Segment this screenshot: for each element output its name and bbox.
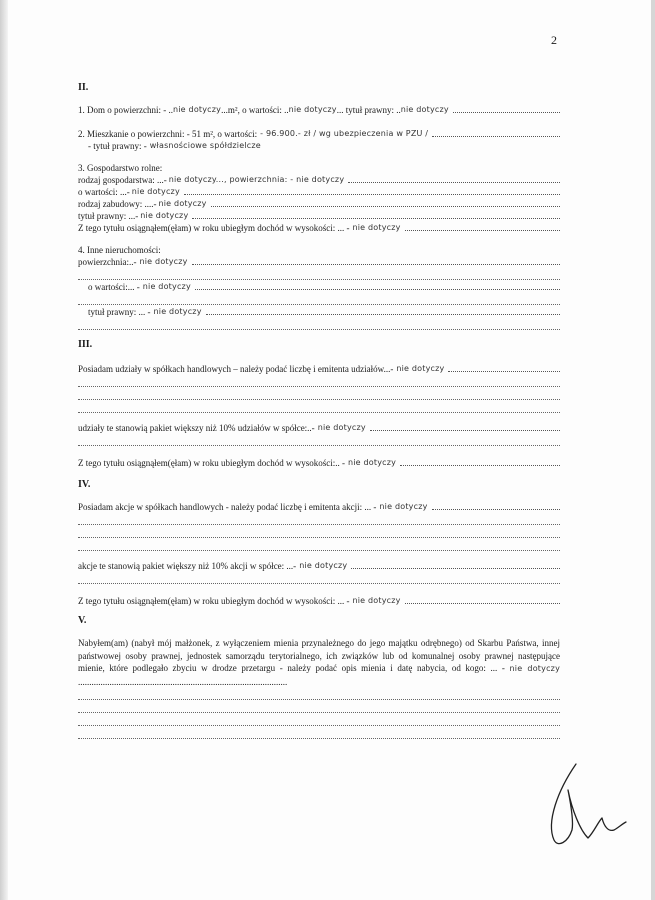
dotted-line [78, 539, 560, 551]
item2-title-row [78, 140, 560, 152]
item1-title-label: ... tytuł prawny: .. [336, 105, 401, 115]
item4-title-value: nie dotyczy [153, 307, 202, 316]
item3-title-row [78, 210, 560, 222]
dotted-fill [195, 289, 560, 290]
item1-title: nie dotyczy [400, 105, 449, 114]
item1-area: nie dotyczy [172, 105, 222, 114]
dotted-line [78, 513, 560, 525]
dotted-fill [192, 264, 560, 265]
section-v-heading: V. [78, 615, 87, 626]
item3-title-value: nie dotyczy [140, 211, 189, 220]
dotted-fill [448, 371, 560, 372]
dotted-line [78, 701, 560, 713]
item4-heading: 4. Inne nieruchomości: [78, 245, 161, 255]
dotted-line [78, 293, 560, 305]
dotted-line [78, 401, 560, 413]
shares-row [78, 363, 560, 375]
item4-value-value: nie dotyczy [142, 282, 191, 291]
dotted-fill [211, 206, 560, 207]
shares-over10-row [78, 422, 560, 434]
shares-income-value: nie dotyczy [347, 458, 397, 467]
dotted-fill [370, 430, 560, 431]
form-content [78, 82, 560, 740]
stocks-row [78, 501, 560, 513]
dotted-line [78, 714, 560, 726]
stocks-label: Posiadam akcje w spółkach handlowych - należy podać liczbę i emitenta akcji: ... - [78, 502, 377, 512]
item3-type-row [78, 174, 560, 186]
item3-income-row [78, 222, 560, 234]
item4-title-label: tytuł prawny: ... - [88, 307, 151, 317]
stocks-over10-row [78, 560, 560, 572]
dotted-fill [432, 509, 560, 510]
stocks-over10-value: nie dotyczy [299, 561, 348, 570]
dotted-line [78, 688, 560, 700]
item1-house [78, 104, 560, 116]
stocks-income-row [78, 595, 560, 607]
item3-heading: 3. Gospodarstwo rolne: [78, 163, 163, 173]
dotted-fill [432, 136, 560, 137]
dotted-fill [184, 194, 560, 195]
item1-unit: ...m², o wartości: .. [221, 105, 289, 115]
dotted-fill [453, 112, 560, 113]
item1-value: nie dotyczy [288, 105, 337, 114]
item4-area-row [78, 256, 560, 268]
section-ii-heading: II. [78, 82, 89, 93]
dotted-line [78, 388, 560, 400]
dotted-line [78, 318, 560, 330]
item4-value-label: o wartości:... - [88, 282, 140, 292]
item4-area-label: powierzchnia:..- [78, 257, 137, 267]
section-v-paragraph [78, 637, 560, 688]
section-v-paragraph-text: Nabyłem(am) (nabył mój małżonek, z wyłączeniem mienia przynależnego do jego majątku odrębnego) od Skarbu Państwa, innej państwowej osoby prawnej, jednostek samorządu terytorialnego, ich związków lub od komunalnej osoby prawnej następujące mienie, które podlegało zbyciu w drodze przetargu - należy podać opis mienia i datę nabycia, od kogo: ... - [78, 638, 560, 673]
item2-title-label: - tytuł prawny: - [88, 141, 147, 151]
stocks-income-label: Z tego tytułu osiągnąłem(ęłam) w roku ubiegłym dochód w wysokości: ... - [78, 596, 350, 606]
item4-area-value: nie dotyczy [139, 257, 188, 266]
dotted-fill [400, 465, 560, 466]
item3-income-value: nie dotyczy [352, 223, 401, 232]
dotted-fill [192, 218, 560, 219]
item3-value-label: o wartości: ...- [78, 187, 130, 197]
dotted-line [78, 268, 560, 280]
scan-edge-left [0, 0, 8, 900]
shares-value: nie dotyczy [396, 364, 445, 373]
item3-building-value: nie dotyczy [158, 199, 207, 208]
shares-label: Posiadam udziały w spółkach handlowych – należy podać liczbę i emitenta udziałów...- [78, 364, 394, 374]
page-number: 2 [551, 33, 557, 47]
item3-type-label: rodzaj gospodarstwa: ...- [78, 175, 167, 185]
dotted-fill [351, 568, 560, 569]
stocks-income-value: nie dotyczy [352, 596, 401, 605]
dotted-fill: ............................................................................................. [78, 676, 288, 687]
item3-title-label: tytuł prawny: ...- [78, 211, 139, 221]
section-iii-heading: III. [78, 339, 93, 350]
dotted-line [78, 526, 560, 538]
dotted-fill [206, 314, 560, 315]
item1-prefix: 1. Dom o powierzchni: - .. [78, 105, 173, 115]
dotted-line [78, 434, 560, 446]
item2-value: - 96.900.- zł / wg ubezpieczenia w PZU / [260, 129, 429, 138]
dotted-line [78, 572, 560, 584]
shares-over10-value: nie dotyczy [317, 423, 366, 432]
dotted-fill [405, 230, 560, 231]
item2-title-value: własnościowe spółdzielcze [149, 141, 261, 150]
section-v-paragraph-value: nie dotyczy [509, 664, 561, 673]
item4-title-row [78, 306, 560, 318]
item3-building-row [78, 198, 560, 210]
dotted-fill [348, 182, 560, 183]
dotted-line [78, 375, 560, 387]
dotted-fill [405, 603, 560, 604]
item3-type-value: nie dotyczy..., powierzchnia: - nie dotyczy [168, 175, 345, 184]
item3-value-value: nie dotyczy [131, 187, 180, 196]
item2-apartment [78, 128, 560, 140]
shares-income-row [78, 457, 560, 469]
item4-value-row [78, 281, 560, 293]
item3-building-label: rodzaj zabudowy: ....- [78, 199, 157, 209]
item2-label: 2. Mieszkanie o powierzchni: - 51 m², o wartości: [78, 129, 258, 139]
section-iv-heading: IV. [78, 479, 91, 490]
scan-edge-right [651, 0, 655, 900]
item3-income-label: Z tego tytułu osiągnąłem(ęłam) w roku ubiegłym dochód w wysokości: ... - [78, 223, 350, 233]
shares-income-label: Z tego tytułu osiągnąłem(ęłam) w roku ubiegłym dochód w wysokości:.. - [78, 458, 345, 468]
stocks-over10-label: akcje te stanowią pakiet większy niż 10% akcji w spółce: ...- [78, 561, 297, 571]
dotted-line [78, 727, 560, 739]
shares-over10-label: udziały te stanowią pakiet większy niż 10% udziałów w spółce:..- [78, 423, 315, 433]
handwritten-signature [528, 760, 628, 855]
stocks-value: nie dotyczy [379, 502, 428, 511]
item3-value-row [78, 186, 560, 198]
